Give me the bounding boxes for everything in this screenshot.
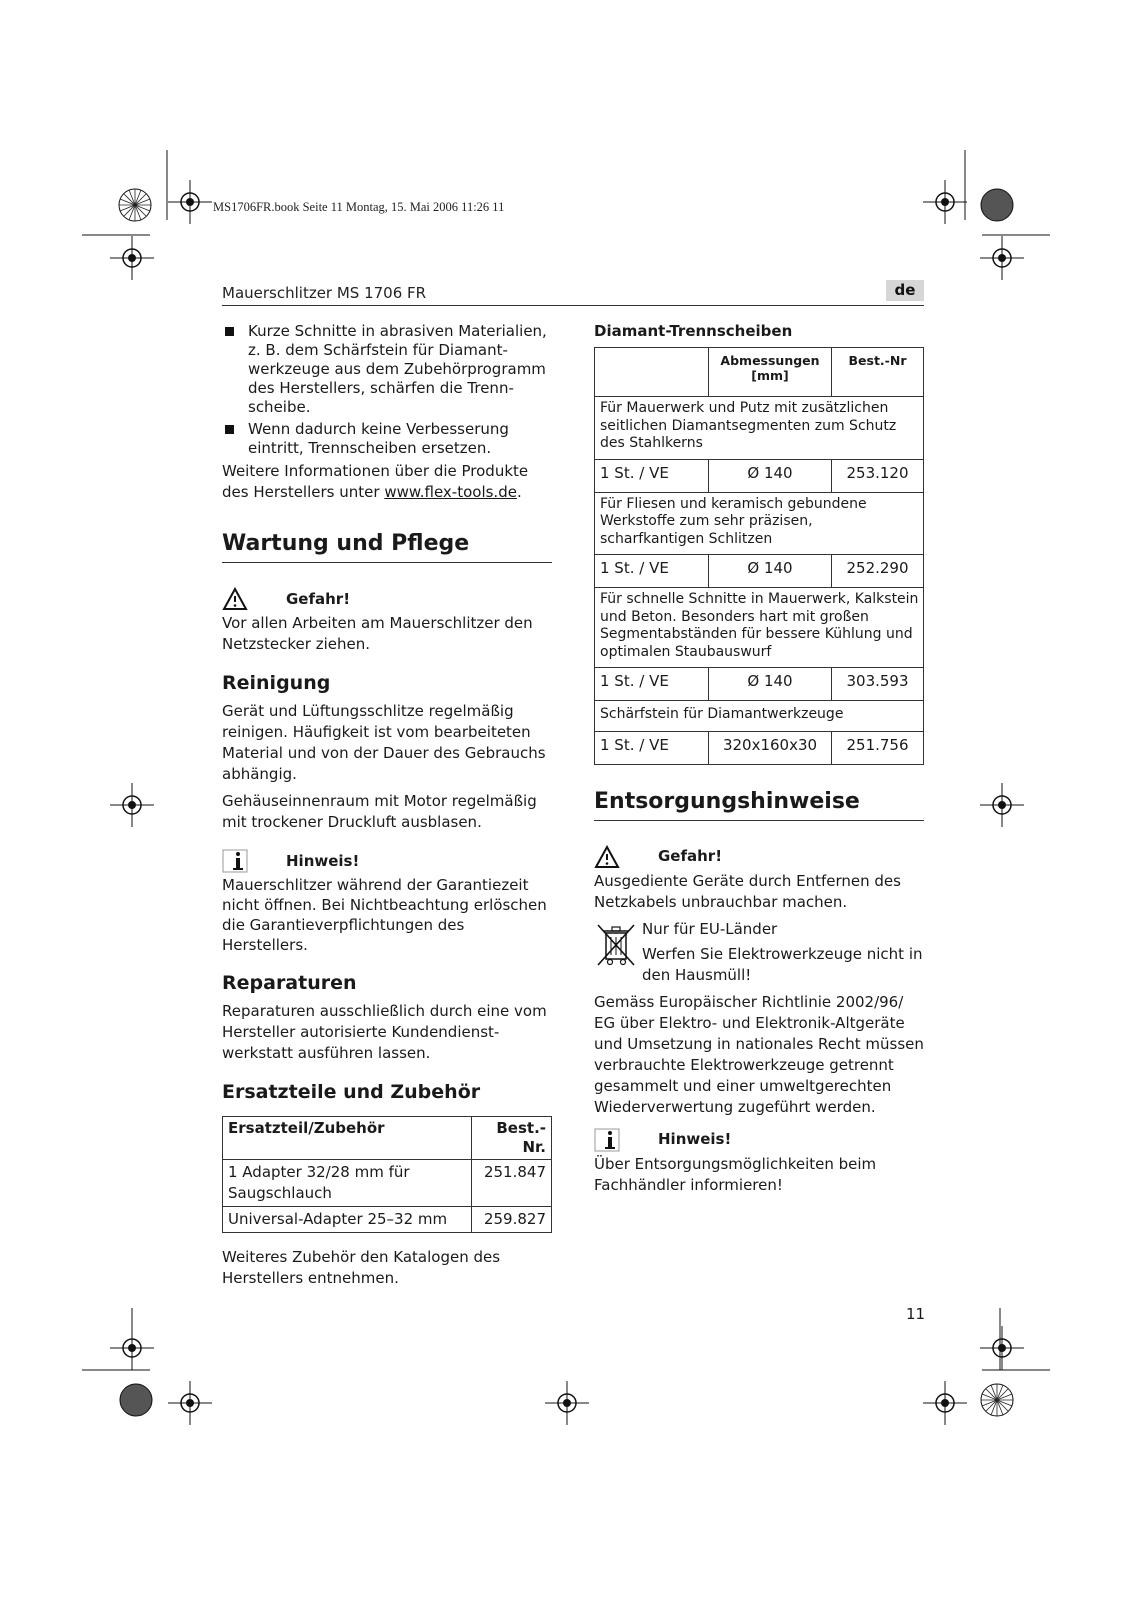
directive-text: Gemäss Europäischer Richtlinie 2002/96/ EG über Elektro- und Elektronik-Altgeräte und Umsetzung in nationales Recht müssen verbrauchte Elektrowerkzeuge getrennt gesammelt und einer umweltgerechten Wiederverwertung zugeführt werden. (594, 992, 924, 1116)
website-link[interactable]: www.flex-tools.de (384, 483, 517, 501)
reparaturen-text: Reparaturen ausschließlich durch eine vom Hersteller autorisierte Kundendienst-werkstatt ausführen lassen. (222, 1002, 547, 1062)
info-icon (594, 1128, 620, 1152)
danger-notice (594, 845, 924, 869)
order-number: 253.120 (832, 459, 924, 492)
note-label: Hinweis! (658, 1130, 732, 1148)
part-name: Universal-Adapter 25–32 mm (223, 1207, 472, 1233)
info-icon (222, 849, 248, 873)
column-header-part: Ersatzteil/Zubehör (223, 1117, 472, 1160)
diamond-discs-table (594, 347, 924, 765)
disc-description: Für Mauerwerk und Putz mit zusätzlichen seitlichen Diamantsegmenten zum Schutz des Stahlkerns (595, 397, 924, 460)
table-row (595, 459, 924, 492)
ersatzteile-footer: Weiteres Zubehör den Katalogen des Herstellers entnehmen. (222, 1248, 501, 1287)
eu-line-2: Werfen Sie Elektrowerkzeuge nicht in den Hausmüll! (642, 944, 923, 984)
order-number: 303.593 (832, 668, 924, 701)
part-name: 1 Adapter 32/28 mm für Saugschlauch (223, 1160, 472, 1207)
disc-description: Für Fliesen und keramisch gebundene Werkstoffe zum sehr präzisen, scharfkantigen Schlitzen (595, 492, 924, 555)
quantity: 1 St. / VE (595, 731, 709, 764)
table-row (595, 555, 924, 588)
subheading-ersatzteile: Ersatzteile und Zubehör (222, 1081, 481, 1103)
danger-text: Vor allen Arbeiten am Mauerschlitzer den Netzstecker ziehen. (222, 614, 533, 653)
info-end: . (516, 483, 522, 501)
bullet-item: Wenn dadurch keine Verbesserung eintritt, Trennscheiben ersetzen. (222, 420, 552, 458)
danger-label: Gefahr! (286, 589, 351, 608)
table-header-row (223, 1117, 552, 1160)
language-badge: de (886, 280, 924, 301)
column-header-dimensions: Abmessungen [mm] (709, 348, 832, 397)
danger-notice (222, 587, 552, 611)
subheading-reinigung: Reinigung (222, 672, 331, 694)
header-rule (222, 305, 924, 306)
dimensions: Ø 140 (709, 555, 832, 588)
table-header-row (595, 348, 924, 397)
section-heading-entsorgung: Entsorgungshinweise (594, 789, 924, 821)
dimensions: Ø 140 (709, 459, 832, 492)
eu-line-1: Nur für EU-Länder (642, 919, 778, 938)
print-meta-line: MS1706FR.book Seite 11 Montag, 15. Mai 2006 11:26 11 (213, 200, 505, 214)
table-row (223, 1160, 552, 1207)
table-row (595, 668, 924, 701)
info-notice (222, 849, 552, 873)
disc-description: Schärfstein für Diamantwerkzeuge (595, 701, 924, 732)
reinigung-text-1: Gerät und Lüftungsschlitze regelmäßig reinigen. Häufigkeit ist vom bearbeiteten Material und von der Dauer des Gebrauchs abhängig. (222, 702, 546, 783)
order-number: 259.827 (472, 1207, 552, 1233)
info-notice (594, 1128, 924, 1152)
danger-text: Ausgediente Geräte durch Entfernen des Netzkabels unbrauchbar machen. (594, 871, 901, 911)
table-row (595, 731, 924, 764)
order-number: 252.290 (832, 555, 924, 588)
bullet-list (222, 322, 552, 458)
danger-label: Gefahr! (658, 847, 723, 865)
bullet-item: Kurze Schnitte in abrasiven Materialien, z. B. dem Schärfstein für Diamant-werkzeuge aus dem Zubehörprogramm des Herstellers, schärfen die Trenn-scheibe. (222, 322, 552, 417)
table-row (223, 1207, 552, 1233)
info-text: Weitere Informationen über die Produkte des Herstellers unter (222, 462, 529, 501)
note-text: Über Entsorgungsmöglichkeiten beim Fachhändler informieren! (594, 1154, 877, 1194)
quantity: 1 St. / VE (595, 459, 709, 492)
column-header-order-no: Best.-Nr. (472, 1117, 552, 1160)
dimensions: Ø 140 (709, 668, 832, 701)
table-row (595, 492, 924, 555)
table-row (595, 397, 924, 460)
right-column (594, 322, 924, 1202)
reinigung-text-2: Gehäuseinnenraum mit Motor regelmäßig mit trockener Druckluft ausblasen. (222, 792, 537, 831)
disc-description: Für schnelle Schnitte in Mauerwerk, Kalkstein und Beton. Besonders hart mit großen Segmentabständen für bessere Kühlung und optimalen Staubauswurf (595, 588, 924, 668)
header-title: Mauerschlitzer MS 1706 FR (222, 284, 427, 302)
subheading-reparaturen: Reparaturen (222, 972, 357, 994)
note-label: Hinweis! (286, 851, 360, 870)
diamant-heading: Diamant-Trennscheiben (594, 322, 793, 340)
table-row (595, 701, 924, 732)
warning-triangle-icon (222, 587, 248, 611)
quantity: 1 St. / VE (595, 668, 709, 701)
order-number: 251.847 (472, 1160, 552, 1207)
warning-triangle-icon (594, 845, 620, 869)
dimensions: 320x160x30 (709, 731, 832, 764)
eu-text (642, 919, 924, 992)
left-column (222, 322, 552, 1295)
column-header-order-no: Best.-Nr (832, 348, 924, 397)
order-number: 251.756 (832, 731, 924, 764)
note-text: Mauerschlitzer während der Garantiezeit nicht öffnen. Bei Nichtbeachtung erlöschen die Garantieverpflichtungen des Herstellers. (222, 876, 547, 954)
column-header-empty (595, 348, 709, 397)
crossed-bin-icon (594, 919, 642, 992)
eu-disposal-block (594, 919, 924, 992)
page-number: 11 (906, 1305, 926, 1323)
quantity: 1 St. / VE (595, 555, 709, 588)
section-heading-wartung: Wartung und Pflege (222, 531, 552, 563)
spare-parts-table (222, 1116, 552, 1233)
info-paragraph (222, 461, 552, 503)
table-row (595, 588, 924, 668)
